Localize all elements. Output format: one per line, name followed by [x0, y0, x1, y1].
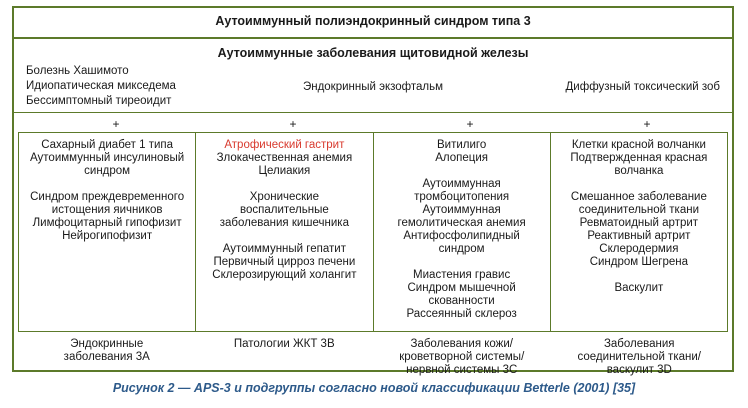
- disease-item: Рассеянный склероз: [406, 308, 517, 320]
- group-label-line: Заболевания: [603, 338, 675, 350]
- plus-sign: +: [289, 117, 297, 131]
- disease-item: Ревматоидный артрит: [579, 217, 699, 229]
- spacer: [23, 178, 191, 191]
- column-gi: [196, 133, 373, 331]
- disease-item: Миастения гравис: [413, 269, 511, 281]
- disease-item: волчанка: [614, 165, 664, 177]
- spacer: [378, 256, 546, 269]
- disease-columns: [18, 132, 728, 332]
- disease-item: синдром: [438, 243, 485, 255]
- group-label-line: васкулит 3D: [606, 364, 672, 376]
- spacer: [200, 230, 368, 243]
- disease-item: синдром: [84, 165, 131, 177]
- group-3d: [551, 338, 729, 377]
- plus-sign: +: [112, 117, 120, 131]
- spacer: [200, 178, 368, 191]
- disease-item: Подтвержденная красная: [570, 152, 708, 164]
- plus-sign: +: [466, 117, 474, 131]
- disease-item: Нейрогипофизит: [62, 230, 153, 242]
- thyroid-item: Болезнь Хашимото: [26, 65, 129, 77]
- diagram-title: Аутоиммунный полиэндокринный синдром типа 3: [215, 14, 531, 28]
- disease-item: Аутоиммунный инсулиновый: [30, 152, 185, 164]
- disease-item: Склеродермия: [599, 243, 679, 255]
- spacer: [378, 165, 546, 178]
- disease-item: Хронические: [249, 191, 319, 203]
- divider: [14, 112, 732, 113]
- disease-item: Алопеция: [435, 152, 489, 164]
- group-label-line: заболевания 3А: [63, 351, 150, 363]
- disease-item: Витилиго: [436, 139, 487, 151]
- group-label-line: соединительной ткани/: [577, 351, 701, 363]
- disease-item: Синдром преждевременного: [30, 191, 185, 203]
- disease-item: заболевания кишечника: [219, 217, 349, 229]
- thyroid-item: Идиопатическая микседема: [26, 80, 176, 92]
- disease-item: Сахарный диабет 1 типа: [41, 139, 174, 151]
- divider: [14, 37, 732, 39]
- group-3a: [18, 338, 196, 377]
- disease-item: Антифосфолипидный: [403, 230, 520, 242]
- disease-item: Атрофический гастрит: [224, 139, 345, 151]
- disease-item: Первичный цирроз печени: [213, 256, 356, 268]
- disease-item: Смешанное заболевание: [570, 191, 707, 203]
- disease-item: Васкулит: [614, 282, 664, 294]
- disease-item: истощения яичников: [51, 204, 163, 216]
- disease-item: Склерозирующий холангит: [212, 269, 357, 281]
- disease-item: Синдром мышечной: [407, 282, 516, 294]
- thyroid-header: Аутоиммунные заболевания щитовидной железы: [217, 46, 529, 60]
- group-label-line: нервной системы 3С: [406, 364, 518, 376]
- group-label-line: Заболевания кожи/: [410, 338, 513, 350]
- plus-sign: +: [643, 117, 651, 131]
- thyroid-item: Бессимптомный тиреоидит: [26, 95, 172, 107]
- disease-item: Аутоиммунный гепатит: [222, 243, 346, 255]
- diagram-frame: [12, 6, 734, 376]
- disease-item: скованности: [428, 295, 495, 307]
- spacer: [555, 269, 723, 282]
- column-connective-tissue: [551, 133, 727, 331]
- column-endocrine: [19, 133, 196, 331]
- disease-item: воспалительные: [240, 204, 329, 216]
- group-label-line: Патологии ЖКТ 3В: [233, 338, 335, 350]
- disease-item: Аутоиммунная: [422, 178, 501, 190]
- disease-item: Клетки красной волчанки: [571, 139, 706, 151]
- group-label-line: Эндокринные: [70, 338, 144, 350]
- thyroid-right-item: Диффузный токсический зоб: [565, 81, 720, 93]
- subgroup-labels: [18, 338, 728, 377]
- group-3c: [373, 338, 551, 377]
- group-label-line: кроветворной системы/: [399, 351, 525, 363]
- figure-caption: Рисунок 2 — APS-3 и подгруппы согласно новой классификации Betterle (2001) [35]: [112, 381, 636, 395]
- thyroid-mid-item: Эндокринный экзофтальм: [302, 81, 444, 93]
- disease-item: Аутоиммунная: [422, 204, 501, 216]
- disease-item: Лимфоцитарный гипофизит: [32, 217, 182, 229]
- disease-item: тромбоцитопения: [414, 191, 510, 203]
- disease-item: соединительной ткани: [578, 204, 700, 216]
- spacer: [555, 178, 723, 191]
- group-3b: [196, 338, 374, 377]
- disease-item: Синдром Шегрена: [589, 256, 689, 268]
- disease-item: Реактивный артрит: [587, 230, 691, 242]
- disease-item: гемолитическая анемия: [397, 217, 526, 229]
- disease-item: Целиакия: [258, 165, 311, 177]
- column-skin-blood-nerve: [374, 133, 551, 331]
- disease-item: Злокачественная анемия: [216, 152, 353, 164]
